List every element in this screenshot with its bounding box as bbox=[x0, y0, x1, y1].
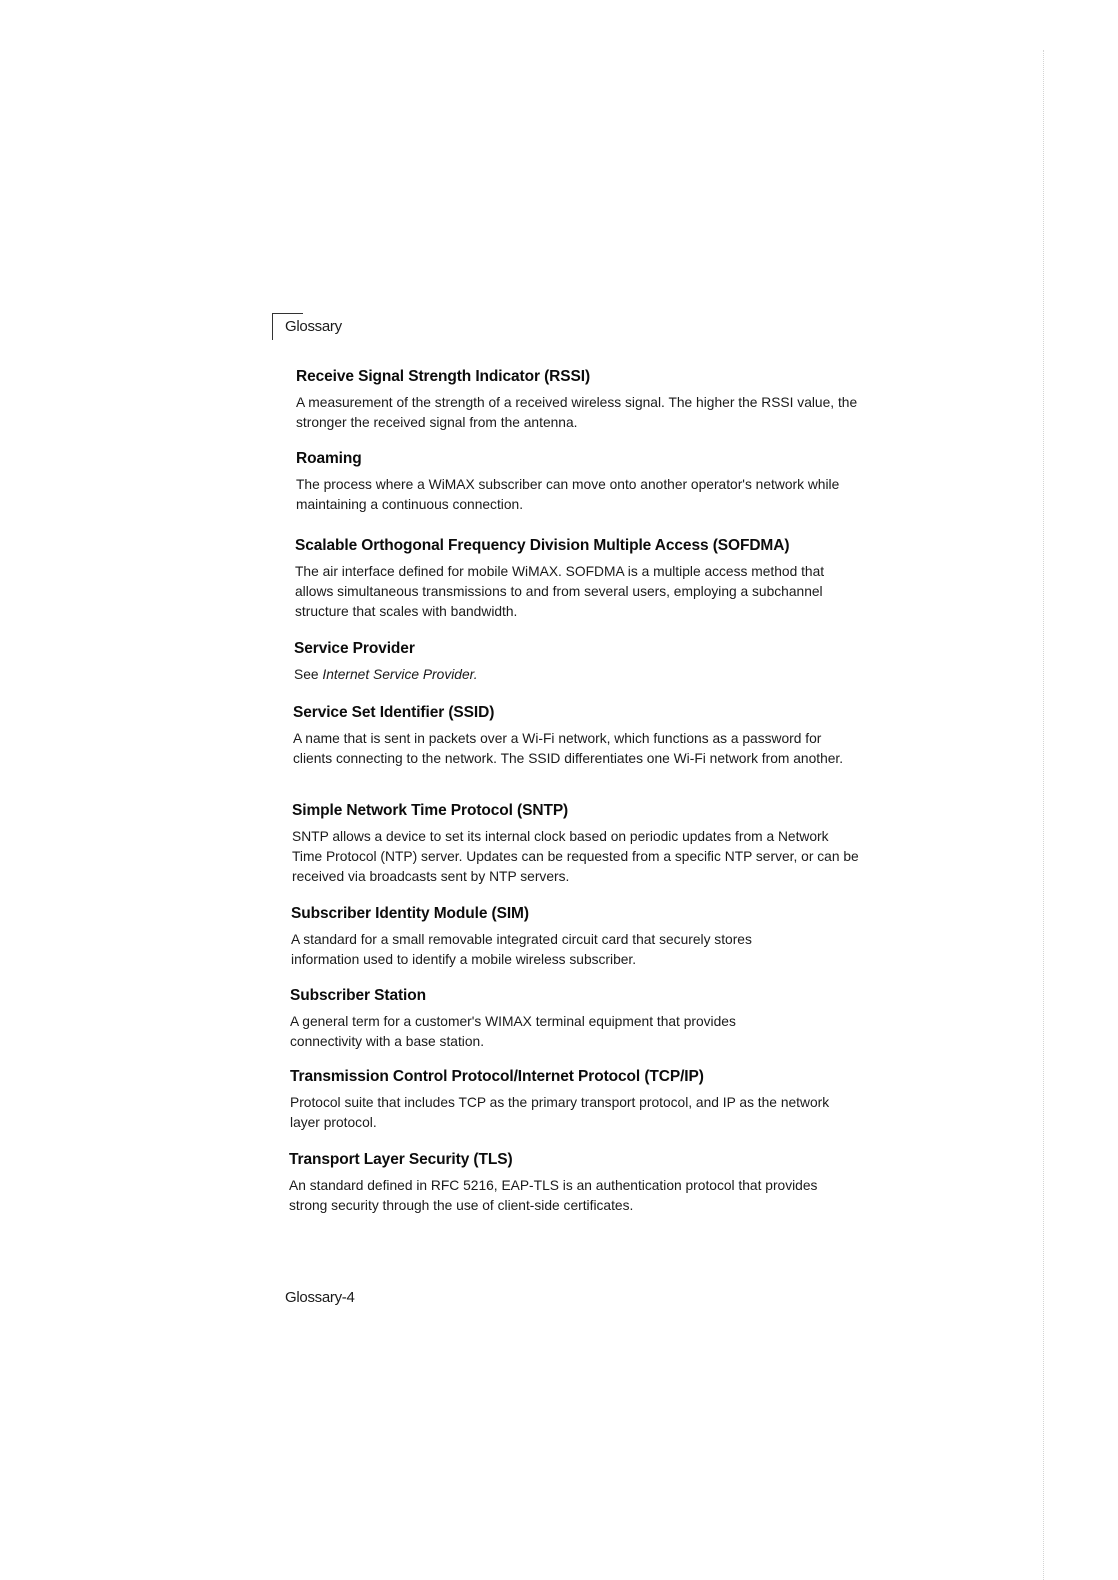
glossary-term: Scalable Orthogonal Frequency Division Multiple Access (SOFDMA) bbox=[295, 537, 790, 554]
glossary-term: Transmission Control Protocol/Internet Protocol (TCP/IP) bbox=[290, 1068, 704, 1085]
glossary-entry-tcp-ip bbox=[290, 1068, 870, 1133]
glossary-term: Simple Network Time Protocol (SNTP) bbox=[292, 802, 569, 819]
glossary-definition: Protocol suite that includes TCP as the primary transport protocol, and IP as the network layer protocol. bbox=[290, 1095, 830, 1130]
glossary-entry-subscriber-station bbox=[290, 987, 870, 1052]
running-head: Glossary bbox=[285, 318, 342, 335]
glossary-entry-sntp bbox=[292, 802, 872, 887]
glossary-definition: A measurement of the strength of a received wireless signal. The higher the RSSI value, the stronger the received signal from the antenna. bbox=[296, 395, 858, 430]
glossary-entry-sofdma bbox=[295, 537, 875, 622]
glossary-definition: An standard defined in RFC 5216, EAP-TLS is an authentication protocol that provides strong security through the use of client-side certificates. bbox=[289, 1178, 818, 1213]
glossary-entry-roaming bbox=[296, 450, 876, 515]
glossary-definition: The process where a WiMAX subscriber can move onto another operator's network while maintaining a continuous connection. bbox=[296, 477, 840, 512]
scan-edge-line bbox=[1043, 50, 1044, 1580]
glossary-term: Service Set Identifier (SSID) bbox=[293, 704, 495, 721]
glossary-definition: The air interface defined for mobile WiMAX. SOFDMA is a multiple access method that allows simultaneous transmissions to and from several users, employing a subchannel structure that scales with bandwidth. bbox=[295, 564, 825, 619]
glossary-entry-service-provider bbox=[294, 640, 874, 685]
glossary-term: Subscriber Identity Module (SIM) bbox=[291, 905, 529, 922]
glossary-entry-ssid bbox=[293, 704, 873, 769]
glossary-term: Receive Signal Strength Indicator (RSSI) bbox=[296, 368, 591, 385]
definition-prefix: See bbox=[294, 667, 323, 682]
glossary-term: Roaming bbox=[296, 450, 362, 467]
glossary-entry-tls bbox=[289, 1151, 869, 1216]
glossary-definition: A standard for a small removable integrated circuit card that securely stores information used to identify a mobile wireless subscriber. bbox=[291, 932, 752, 967]
glossary-definition bbox=[294, 665, 874, 685]
page-number-footer: Glossary-4 bbox=[285, 1289, 355, 1306]
glossary-entry-sim bbox=[291, 905, 871, 970]
glossary-term: Subscriber Station bbox=[290, 987, 427, 1004]
glossary-term: Transport Layer Security (TLS) bbox=[289, 1151, 513, 1168]
glossary-definition: A name that is sent in packets over a Wi-Fi network, which functions as a password for clients connecting to the network. The SSID differentiates one Wi-Fi network from another. bbox=[293, 731, 844, 766]
glossary-term: Service Provider bbox=[294, 640, 415, 657]
cross-reference-link: Internet Service Provider. bbox=[322, 667, 478, 682]
glossary-entry-rssi bbox=[296, 368, 876, 433]
glossary-definition: SNTP allows a device to set its internal clock based on periodic updates from a Network Time Protocol (NTP) server. Updates can be requested from a specific NTP server, or can be received via broadcasts sent by NTP servers. bbox=[292, 829, 859, 884]
glossary-definition: A general term for a customer's WIMAX terminal equipment that provides connectivity with a base station. bbox=[290, 1014, 736, 1049]
